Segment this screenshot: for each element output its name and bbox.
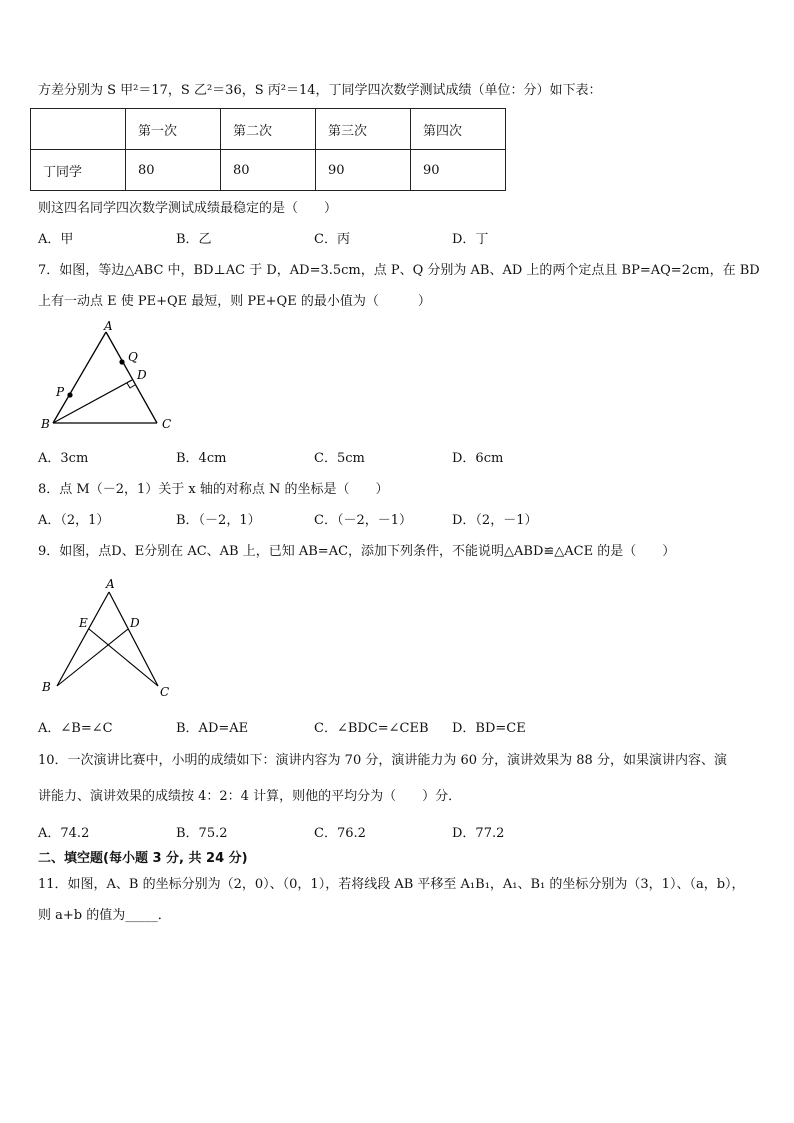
q8-option-b: B．（－2，1） xyxy=(176,513,261,528)
label-b: B xyxy=(41,417,50,431)
q11-stem-line2: 则 a+b 的值为_____． xyxy=(38,908,171,923)
point-q xyxy=(119,359,124,364)
q10-stem-line2: 讲能力、演讲效果的成绩按 4：2：4 计算，则他的平均分为（ ）分． xyxy=(38,789,462,804)
q8-option-c: C．（－2，－1） xyxy=(314,513,412,528)
table-cell xyxy=(31,109,126,150)
q8-option-d: D．（2，－1） xyxy=(452,513,538,528)
q6-option-c: C．丙 xyxy=(314,232,350,247)
table-header-cell: 第四次 xyxy=(411,109,506,150)
section-title: 二、填空题(每小题 3 分, 共 24 分) xyxy=(38,851,248,866)
point-p xyxy=(67,392,72,397)
q7-stem-line1: 7．如图，等边△ABC 中，BD⊥AC 于 D，AD=3.5cm，点 P、Q 分别为 AB、AD 上的两个定点且 BP=AQ=2cm，在 BD xyxy=(38,263,760,278)
q7-stem-line2: 上有一动点 E 使 PE+QE 最短，则 PE+QE 的最小值为（ ） xyxy=(38,294,431,309)
q7-triangle-figure xyxy=(36,318,186,436)
q9-option-b: B．AD=AE xyxy=(176,721,249,736)
q9-triangle-figure xyxy=(36,574,176,702)
q7-option-b: B．4cm xyxy=(176,451,227,466)
q9-option-c: C．∠BDC=∠CEB xyxy=(314,721,429,736)
q7-option-d: D．6cm xyxy=(452,451,504,466)
table-cell: 90 xyxy=(411,150,506,191)
q7-option-a: A．3cm xyxy=(38,451,89,466)
q7-option-c: C．5cm xyxy=(314,451,365,466)
q9-option-d: D．BD=CE xyxy=(452,721,526,736)
q9-stem: 9．如图，点D、E分别在 AC、AB 上，已知 AB=AC，添加下列条件，不能说明△ABD≌△ACE 的是（ ） xyxy=(38,544,676,559)
right-angle-mark xyxy=(127,383,135,388)
q6-option-d: D．丁 xyxy=(452,232,489,247)
score-table xyxy=(30,108,506,191)
q10-option-d: D．77.2 xyxy=(452,826,505,841)
table-cell: 80 xyxy=(126,150,221,191)
label-a: A xyxy=(106,577,115,591)
q10-stem-line1: 10．一次演讲比赛中，小明的成绩如下：演讲内容为 70 分，演讲能力为 60 分，演讲效果为 88 分，如果演讲内容、演 xyxy=(38,753,727,768)
table-row xyxy=(31,150,506,191)
q8-stem: 8．点 M（－2，1）关于 x 轴的对称点 N 的坐标是（ ） xyxy=(38,482,389,497)
table-cell: 90 xyxy=(316,150,411,191)
q10-option-c: C．76.2 xyxy=(314,826,366,841)
q8-option-a: A．（2，1） xyxy=(38,513,110,528)
side-ab xyxy=(53,332,106,423)
side-ac xyxy=(106,332,157,423)
q11-stem-line1: 11．如图，A、B 的坐标分别为（2，0）、（0，1），若将线段 AB 平移至 A₁B₁，A₁、B₁ 的坐标分别为（3，1）、（a，b）， xyxy=(38,877,745,892)
table-cell: 80 xyxy=(221,150,316,191)
label-b: B xyxy=(42,680,51,694)
label-d: D xyxy=(137,368,147,382)
q6-stem: 方差分别为 S 甲²＝17，S 乙²＝36，S 丙²＝14，丁同学四次数学测试成绩（单位：分）如下表： xyxy=(38,83,602,98)
table-header-row xyxy=(31,109,506,150)
label-a: A xyxy=(104,319,113,333)
table-row-label: 丁同学 xyxy=(31,150,126,191)
table-header-cell: 第三次 xyxy=(316,109,411,150)
segment-ce xyxy=(89,629,158,686)
q10-option-b: B．75.2 xyxy=(176,826,228,841)
table-header-cell: 第一次 xyxy=(126,109,221,150)
label-q: Q xyxy=(128,350,138,364)
q6-option-b: B．乙 xyxy=(176,232,212,247)
table-header-cell: 第二次 xyxy=(221,109,316,150)
q6-question: 则这四名同学四次数学测试成绩最稳定的是（ ） xyxy=(38,201,338,216)
label-c: C xyxy=(162,417,172,431)
q9-option-a: A．∠B=∠C xyxy=(38,721,113,736)
segment-bd xyxy=(57,629,128,686)
q6-option-a: A．甲 xyxy=(38,232,74,247)
label-p: P xyxy=(56,385,65,399)
label-c: C xyxy=(160,685,170,699)
label-d: D xyxy=(130,616,140,630)
label-e: E xyxy=(79,616,88,630)
q10-option-a: A．74.2 xyxy=(38,826,90,841)
